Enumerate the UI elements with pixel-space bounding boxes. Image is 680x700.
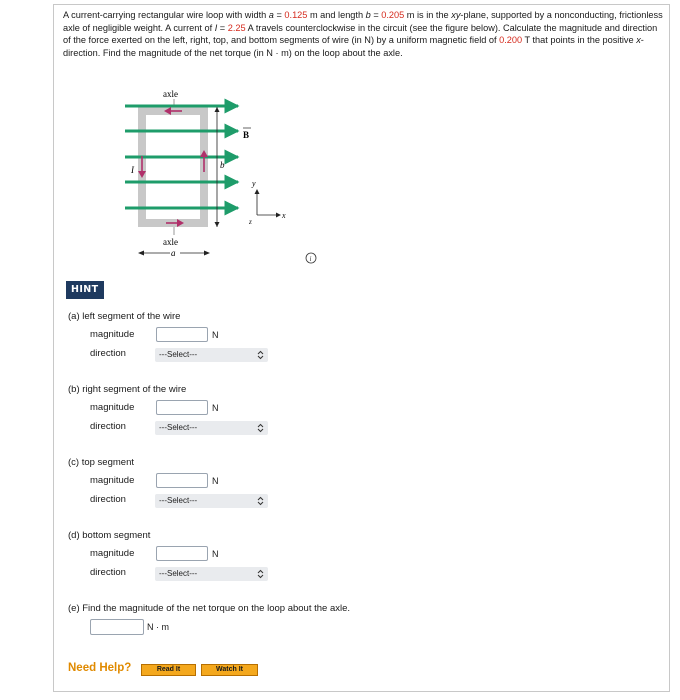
axle-label-top: axle <box>163 89 178 99</box>
part-b-title: (b) right segment of the wire <box>68 384 187 395</box>
z-axis-label: z <box>249 218 252 226</box>
part-a-magnitude-input[interactable] <box>156 327 208 342</box>
need-help-label: Need Help? <box>68 662 132 674</box>
problem-statement: A current-carrying rectangular wire loop with width a = 0.125 m and length b = 0.205 m is in the xy-plane, supported by a nonconducting, frictionless axle of negligible weight. A current of I = 2.25 A travels counterclockwise in the circuit (see the figure below). Calculate the magnitude and direction of the force exerted on the left, right, top, and bottom segments of wire (in N) by a uniform magnetic field of 0.200 T that points in the positive x-direction. Find the magnitude of the net torque (in N · m) on the loop about the axle. <box>63 10 663 58</box>
width-arrow-right <box>204 251 210 256</box>
y-axis-arrow <box>255 189 260 194</box>
length-value: 0.205 <box>381 10 405 20</box>
read-it-button[interactable]: Read It <box>141 664 196 676</box>
part-e-torque-input[interactable] <box>90 619 144 635</box>
hint-button[interactable]: HINT <box>66 281 104 299</box>
chevron-updown-icon <box>257 496 264 506</box>
chevron-updown-icon <box>257 350 264 360</box>
width-label: a <box>171 248 176 258</box>
part-d-magnitude-input[interactable] <box>156 546 208 561</box>
x-axis-label: x <box>282 211 286 220</box>
part-b-unit: N <box>212 403 219 413</box>
field-value: 0.200 <box>499 35 523 46</box>
part-d-unit: N <box>212 549 219 559</box>
part-d-magnitude-label: magnitude <box>90 548 135 559</box>
part-c-select-value: ---Select--- <box>159 496 198 505</box>
svg-text:i: i <box>309 255 312 263</box>
part-a-direction-select[interactable] <box>155 348 268 362</box>
part-d-direction-label: direction <box>90 567 126 578</box>
length-arrow-top <box>215 107 220 112</box>
part-b-select-value: ---Select--- <box>159 423 198 432</box>
part-b-direction-label: direction <box>90 421 126 432</box>
part-c-direction-label: direction <box>90 494 126 505</box>
part-e-unit: N · m <box>147 622 169 632</box>
y-axis-label: y <box>252 179 256 188</box>
b-field-label: B <box>243 130 250 140</box>
width-arrow-left <box>138 251 144 256</box>
watch-it-button[interactable]: Watch It <box>201 664 258 676</box>
part-a-direction-label: direction <box>90 348 126 359</box>
part-c-unit: N <box>212 476 219 486</box>
axle-label-bottom: axle <box>163 237 178 247</box>
chevron-updown-icon <box>257 423 264 433</box>
part-c-magnitude-input[interactable] <box>156 473 208 488</box>
part-c-magnitude-label: magnitude <box>90 475 135 486</box>
x-axis-arrow <box>276 213 281 218</box>
part-a-select-value: ---Select--- <box>159 350 198 359</box>
length-arrow-bottom <box>215 222 220 227</box>
width-value: 0.125 <box>284 10 308 20</box>
part-b-direction-select[interactable] <box>155 421 268 435</box>
part-d-select-value: ---Select--- <box>159 569 198 578</box>
part-a-title: (a) left segment of the wire <box>68 311 181 322</box>
part-b-magnitude-input[interactable] <box>156 400 208 415</box>
part-d-title: (d) bottom segment <box>68 530 151 541</box>
loop-figure <box>120 88 300 266</box>
part-d-direction-select[interactable] <box>155 567 268 581</box>
part-a-unit: N <box>212 330 219 340</box>
current-value: 2.25 <box>227 22 246 33</box>
part-b-magnitude-label: magnitude <box>90 402 135 413</box>
current-label: I <box>131 165 134 175</box>
part-a-magnitude-label: magnitude <box>90 329 135 340</box>
chevron-updown-icon <box>257 569 264 579</box>
part-c-direction-select[interactable] <box>155 494 268 508</box>
part-c-title: (c) top segment <box>68 457 134 468</box>
length-label: b <box>220 160 225 170</box>
part-e-title: (e) Find the magnitude of the net torque on the loop about the axle. <box>68 603 351 614</box>
info-icon[interactable] <box>305 252 317 264</box>
